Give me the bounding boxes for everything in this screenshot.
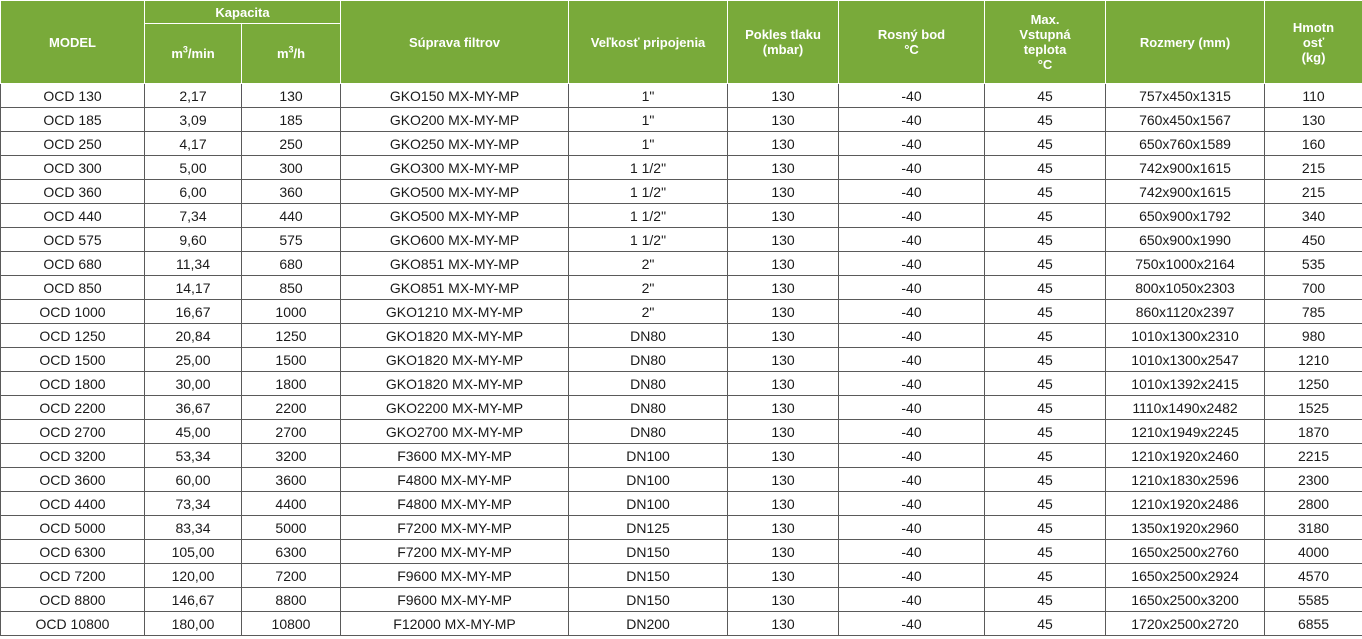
- cell-connection-size: DN200: [569, 612, 728, 636]
- cell-dimensions: 1720x2500x2720: [1106, 612, 1265, 636]
- cell-inlet-temperature: 45: [985, 396, 1106, 420]
- cell-dimensions: 1210x1949x2245: [1106, 420, 1265, 444]
- cell-capacity-h: 10800: [242, 612, 341, 636]
- cell-capacity-h: 360: [242, 180, 341, 204]
- cell-model: OCD 850: [1, 276, 145, 300]
- cell-pressure-drop: 130: [728, 372, 839, 396]
- cell-capacity-min: 7,34: [145, 204, 242, 228]
- cell-dew-point: -40: [839, 300, 985, 324]
- cell-connection-size: 1 1/2": [569, 180, 728, 204]
- cell-dew-point: -40: [839, 228, 985, 252]
- cell-capacity-min: 180,00: [145, 612, 242, 636]
- cell-pressure-drop: 130: [728, 348, 839, 372]
- cell-weight: 110: [1265, 84, 1362, 108]
- cell-dew-point: -40: [839, 372, 985, 396]
- cell-dimensions: 1010x1392x2415: [1106, 372, 1265, 396]
- cell-capacity-min: 2,17: [145, 84, 242, 108]
- cell-connection-size: DN100: [569, 492, 728, 516]
- cell-dimensions: 742x900x1615: [1106, 180, 1265, 204]
- cell-dimensions: 650x760x1589: [1106, 132, 1265, 156]
- cell-pressure-drop: 130: [728, 180, 839, 204]
- cell-capacity-min: 4,17: [145, 132, 242, 156]
- cell-capacity-h: 2700: [242, 420, 341, 444]
- header-model: MODEL: [1, 1, 145, 84]
- cell-model: OCD 1000: [1, 300, 145, 324]
- cell-weight: 785: [1265, 300, 1362, 324]
- cell-capacity-min: 60,00: [145, 468, 242, 492]
- cell-inlet-temperature: 45: [985, 324, 1106, 348]
- cell-pressure-drop: 130: [728, 276, 839, 300]
- cell-dew-point: -40: [839, 540, 985, 564]
- cell-model: OCD 1800: [1, 372, 145, 396]
- table-row: [1, 612, 1362, 636]
- cell-filter-set: GKO1820 MX-MY-MP: [341, 372, 569, 396]
- cell-capacity-min: 3,09: [145, 108, 242, 132]
- cell-weight: 340: [1265, 204, 1362, 228]
- cell-model: OCD 440: [1, 204, 145, 228]
- cell-capacity-h: 1500: [242, 348, 341, 372]
- table-row: [1, 492, 1362, 516]
- cell-filter-set: GKO500 MX-MY-MP: [341, 204, 569, 228]
- cell-model: OCD 10800: [1, 612, 145, 636]
- cell-filter-set: GKO2700 MX-MY-MP: [341, 420, 569, 444]
- cell-model: OCD 250: [1, 132, 145, 156]
- table-row: [1, 468, 1362, 492]
- table-row: [1, 372, 1362, 396]
- cell-connection-size: 1": [569, 132, 728, 156]
- cell-capacity-min: 25,00: [145, 348, 242, 372]
- cell-capacity-min: 105,00: [145, 540, 242, 564]
- cell-filter-set: F4800 MX-MY-MP: [341, 492, 569, 516]
- cell-capacity-min: 20,84: [145, 324, 242, 348]
- unit-exponent: 3: [288, 44, 294, 55]
- cell-capacity-h: 680: [242, 252, 341, 276]
- cell-pressure-drop: 130: [728, 252, 839, 276]
- cell-dimensions: 742x900x1615: [1106, 156, 1265, 180]
- cell-filter-set: F9600 MX-MY-MP: [341, 588, 569, 612]
- cell-pressure-drop: 130: [728, 396, 839, 420]
- cell-filter-set: GKO150 MX-MY-MP: [341, 84, 569, 108]
- cell-pressure-drop: 130: [728, 108, 839, 132]
- cell-dimensions: 800x1050x2303: [1106, 276, 1265, 300]
- cell-inlet-temperature: 45: [985, 204, 1106, 228]
- cell-capacity-h: 250: [242, 132, 341, 156]
- table-row: [1, 396, 1362, 420]
- cell-weight: 450: [1265, 228, 1362, 252]
- cell-inlet-temperature: 45: [985, 108, 1106, 132]
- table-row: [1, 276, 1362, 300]
- cell-capacity-h: 3600: [242, 468, 341, 492]
- cell-inlet-temperature: 45: [985, 492, 1106, 516]
- table-row: [1, 252, 1362, 276]
- cell-dimensions: 1110x1490x2482: [1106, 396, 1265, 420]
- cell-model: OCD 4400: [1, 492, 145, 516]
- cell-capacity-min: 73,34: [145, 492, 242, 516]
- cell-connection-size: DN80: [569, 396, 728, 420]
- cell-capacity-h: 575: [242, 228, 341, 252]
- cell-model: OCD 8800: [1, 588, 145, 612]
- cell-capacity-h: 185: [242, 108, 341, 132]
- cell-capacity-h: 5000: [242, 516, 341, 540]
- cell-model: OCD 575: [1, 228, 145, 252]
- cell-capacity-min: 53,34: [145, 444, 242, 468]
- cell-capacity-h: 6300: [242, 540, 341, 564]
- cell-dew-point: -40: [839, 492, 985, 516]
- cell-dimensions: 1210x1830x2596: [1106, 468, 1265, 492]
- cell-filter-set: F7200 MX-MY-MP: [341, 540, 569, 564]
- cell-capacity-min: 83,34: [145, 516, 242, 540]
- cell-dew-point: -40: [839, 324, 985, 348]
- cell-model: OCD 5000: [1, 516, 145, 540]
- header-weight: Hmotn osť (kg): [1265, 1, 1362, 84]
- cell-capacity-h: 2200: [242, 396, 341, 420]
- cell-dimensions: 650x900x1792: [1106, 204, 1265, 228]
- table-row: [1, 564, 1362, 588]
- cell-inlet-temperature: 45: [985, 588, 1106, 612]
- cell-inlet-temperature: 45: [985, 84, 1106, 108]
- cell-dimensions: 1650x2500x2760: [1106, 540, 1265, 564]
- cell-capacity-h: 8800: [242, 588, 341, 612]
- cell-inlet-temperature: 45: [985, 444, 1106, 468]
- cell-capacity-h: 440: [242, 204, 341, 228]
- cell-pressure-drop: 130: [728, 156, 839, 180]
- unit-base: m: [276, 46, 289, 61]
- cell-filter-set: GKO851 MX-MY-MP: [341, 276, 569, 300]
- cell-dew-point: -40: [839, 396, 985, 420]
- cell-capacity-min: 146,67: [145, 588, 242, 612]
- cell-filter-set: GKO600 MX-MY-MP: [341, 228, 569, 252]
- cell-model: OCD 300: [1, 156, 145, 180]
- cell-dew-point: -40: [839, 612, 985, 636]
- cell-connection-size: 1 1/2": [569, 156, 728, 180]
- cell-dimensions: 750x1000x2164: [1106, 252, 1265, 276]
- cell-dew-point: -40: [839, 204, 985, 228]
- cell-connection-size: 2": [569, 276, 728, 300]
- cell-inlet-temperature: 45: [985, 228, 1106, 252]
- cell-dew-point: -40: [839, 180, 985, 204]
- cell-filter-set: F9600 MX-MY-MP: [341, 564, 569, 588]
- table-row: [1, 300, 1362, 324]
- table-row: [1, 84, 1362, 108]
- cell-pressure-drop: 130: [728, 84, 839, 108]
- cell-connection-size: 1 1/2": [569, 228, 728, 252]
- header-max-inlet-temperature: Max. Vstupná teplota °C: [985, 1, 1106, 84]
- cell-capacity-min: 30,00: [145, 372, 242, 396]
- cell-connection-size: DN80: [569, 420, 728, 444]
- cell-pressure-drop: 130: [728, 300, 839, 324]
- table-row: [1, 540, 1362, 564]
- cell-connection-size: DN150: [569, 540, 728, 564]
- header-pressure-drop: Pokles tlaku (mbar): [728, 1, 839, 84]
- cell-dew-point: -40: [839, 84, 985, 108]
- cell-dimensions: 1010x1300x2310: [1106, 324, 1265, 348]
- cell-pressure-drop: 130: [728, 204, 839, 228]
- table-row: [1, 324, 1362, 348]
- cell-pressure-drop: 130: [728, 468, 839, 492]
- cell-pressure-drop: 130: [728, 492, 839, 516]
- cell-capacity-min: 36,67: [145, 396, 242, 420]
- cell-capacity-min: 120,00: [145, 564, 242, 588]
- table-row: [1, 108, 1362, 132]
- unit-exponent: 3: [182, 44, 188, 55]
- cell-weight: 1210: [1265, 348, 1362, 372]
- cell-dew-point: -40: [839, 276, 985, 300]
- table-row: [1, 204, 1362, 228]
- table-row: [1, 348, 1362, 372]
- cell-dimensions: 1210x1920x2486: [1106, 492, 1265, 516]
- cell-dew-point: -40: [839, 156, 985, 180]
- cell-capacity-h: 4400: [242, 492, 341, 516]
- cell-filter-set: GKO1820 MX-MY-MP: [341, 348, 569, 372]
- cell-filter-set: F4800 MX-MY-MP: [341, 468, 569, 492]
- cell-pressure-drop: 130: [728, 612, 839, 636]
- cell-inlet-temperature: 45: [985, 564, 1106, 588]
- cell-capacity-min: 16,67: [145, 300, 242, 324]
- cell-weight: 215: [1265, 156, 1362, 180]
- cell-capacity-min: 45,00: [145, 420, 242, 444]
- table-row: [1, 180, 1362, 204]
- cell-model: OCD 3600: [1, 468, 145, 492]
- table-body: [1, 84, 1362, 636]
- cell-dew-point: -40: [839, 252, 985, 276]
- cell-inlet-temperature: 45: [985, 420, 1106, 444]
- cell-weight: 2300: [1265, 468, 1362, 492]
- cell-model: OCD 680: [1, 252, 145, 276]
- cell-weight: 4570: [1265, 564, 1362, 588]
- cell-filter-set: F12000 MX-MY-MP: [341, 612, 569, 636]
- cell-model: OCD 130: [1, 84, 145, 108]
- cell-connection-size: 1": [569, 84, 728, 108]
- cell-capacity-h: 1000: [242, 300, 341, 324]
- cell-capacity-min: 11,34: [145, 252, 242, 276]
- cell-capacity-min: 14,17: [145, 276, 242, 300]
- cell-connection-size: DN100: [569, 444, 728, 468]
- cell-connection-size: 1": [569, 108, 728, 132]
- cell-dew-point: -40: [839, 468, 985, 492]
- cell-weight: 6855: [1265, 612, 1362, 636]
- cell-model: OCD 7200: [1, 564, 145, 588]
- cell-weight: 130: [1265, 108, 1362, 132]
- cell-dew-point: -40: [839, 348, 985, 372]
- cell-capacity-min: 9,60: [145, 228, 242, 252]
- cell-weight: 1525: [1265, 396, 1362, 420]
- cell-connection-size: DN80: [569, 372, 728, 396]
- cell-dew-point: -40: [839, 108, 985, 132]
- cell-pressure-drop: 130: [728, 588, 839, 612]
- cell-pressure-drop: 130: [728, 228, 839, 252]
- cell-capacity-min: 5,00: [145, 156, 242, 180]
- cell-pressure-drop: 130: [728, 516, 839, 540]
- cell-inlet-temperature: 45: [985, 372, 1106, 396]
- header-capacity-per-hour: [242, 24, 341, 84]
- cell-capacity-h: 1250: [242, 324, 341, 348]
- cell-weight: 1870: [1265, 420, 1362, 444]
- cell-connection-size: 2": [569, 252, 728, 276]
- cell-dew-point: -40: [839, 588, 985, 612]
- cell-capacity-h: 300: [242, 156, 341, 180]
- unit-suffix: /min: [187, 46, 215, 61]
- cell-capacity-h: 7200: [242, 564, 341, 588]
- table-row: [1, 420, 1362, 444]
- cell-dimensions: 1650x2500x3200: [1106, 588, 1265, 612]
- cell-filter-set: F3600 MX-MY-MP: [341, 444, 569, 468]
- cell-inlet-temperature: 45: [985, 300, 1106, 324]
- cell-filter-set: GKO1820 MX-MY-MP: [341, 324, 569, 348]
- cell-filter-set: GKO851 MX-MY-MP: [341, 252, 569, 276]
- table-row: [1, 444, 1362, 468]
- cell-weight: 215: [1265, 180, 1362, 204]
- cell-filter-set: GKO250 MX-MY-MP: [341, 132, 569, 156]
- cell-pressure-drop: 130: [728, 420, 839, 444]
- cell-model: OCD 360: [1, 180, 145, 204]
- table-header: [1, 1, 1362, 84]
- cell-dew-point: -40: [839, 564, 985, 588]
- cell-dimensions: 1010x1300x2547: [1106, 348, 1265, 372]
- header-capacity-per-minute: [145, 24, 242, 84]
- header-dew-point: Rosný bod °C: [839, 1, 985, 84]
- cell-weight: 5585: [1265, 588, 1362, 612]
- cell-model: OCD 3200: [1, 444, 145, 468]
- header-connection-size: Veľkosť pripojenia: [569, 1, 728, 84]
- table-row: [1, 588, 1362, 612]
- cell-pressure-drop: 130: [728, 324, 839, 348]
- cell-dew-point: -40: [839, 420, 985, 444]
- cell-inlet-temperature: 45: [985, 180, 1106, 204]
- cell-pressure-drop: 130: [728, 540, 839, 564]
- cell-weight: 1250: [1265, 372, 1362, 396]
- cell-dimensions: 860x1120x2397: [1106, 300, 1265, 324]
- cell-weight: 700: [1265, 276, 1362, 300]
- table-row: [1, 156, 1362, 180]
- cell-inlet-temperature: 45: [985, 516, 1106, 540]
- cell-inlet-temperature: 45: [985, 132, 1106, 156]
- cell-inlet-temperature: 45: [985, 348, 1106, 372]
- cell-connection-size: DN100: [569, 468, 728, 492]
- cell-model: OCD 2200: [1, 396, 145, 420]
- cell-capacity-h: 1800: [242, 372, 341, 396]
- cell-weight: 3180: [1265, 516, 1362, 540]
- cell-dew-point: -40: [839, 132, 985, 156]
- header-kapacita: Kapacita: [145, 1, 341, 24]
- table-row: [1, 516, 1362, 540]
- cell-inlet-temperature: 45: [985, 468, 1106, 492]
- cell-weight: 535: [1265, 252, 1362, 276]
- cell-pressure-drop: 130: [728, 132, 839, 156]
- cell-capacity-min: 6,00: [145, 180, 242, 204]
- cell-model: OCD 6300: [1, 540, 145, 564]
- cell-inlet-temperature: 45: [985, 252, 1106, 276]
- cell-inlet-temperature: 45: [985, 612, 1106, 636]
- cell-dew-point: -40: [839, 516, 985, 540]
- cell-model: OCD 1250: [1, 324, 145, 348]
- unit-suffix: /h: [293, 46, 306, 61]
- cell-dimensions: 1210x1920x2460: [1106, 444, 1265, 468]
- header-filter-set: Súprava filtrov: [341, 1, 569, 84]
- cell-connection-size: DN150: [569, 564, 728, 588]
- cell-model: OCD 2700: [1, 420, 145, 444]
- cell-filter-set: GKO1210 MX-MY-MP: [341, 300, 569, 324]
- cell-capacity-h: 130: [242, 84, 341, 108]
- cell-weight: 4000: [1265, 540, 1362, 564]
- cell-model: OCD 185: [1, 108, 145, 132]
- cell-filter-set: GKO500 MX-MY-MP: [341, 180, 569, 204]
- cell-weight: 2215: [1265, 444, 1362, 468]
- cell-inlet-temperature: 45: [985, 540, 1106, 564]
- cell-connection-size: 2": [569, 300, 728, 324]
- cell-model: OCD 1500: [1, 348, 145, 372]
- cell-dimensions: 1650x2500x2924: [1106, 564, 1265, 588]
- cell-connection-size: DN125: [569, 516, 728, 540]
- cell-weight: 980: [1265, 324, 1362, 348]
- cell-dimensions: 757x450x1315: [1106, 84, 1265, 108]
- cell-weight: 2800: [1265, 492, 1362, 516]
- cell-pressure-drop: 130: [728, 444, 839, 468]
- cell-connection-size: DN80: [569, 324, 728, 348]
- cell-inlet-temperature: 45: [985, 276, 1106, 300]
- cell-filter-set: F7200 MX-MY-MP: [341, 516, 569, 540]
- cell-dimensions: 1350x1920x2960: [1106, 516, 1265, 540]
- header-dimensions: Rozmery (mm): [1106, 1, 1265, 84]
- cell-pressure-drop: 130: [728, 564, 839, 588]
- cell-filter-set: GKO200 MX-MY-MP: [341, 108, 569, 132]
- cell-inlet-temperature: 45: [985, 156, 1106, 180]
- unit-base: m: [171, 46, 183, 61]
- table-row: [1, 228, 1362, 252]
- cell-capacity-h: 3200: [242, 444, 341, 468]
- cell-dew-point: -40: [839, 444, 985, 468]
- cell-dimensions: 650x900x1990: [1106, 228, 1265, 252]
- cell-connection-size: DN80: [569, 348, 728, 372]
- cell-dimensions: 760x450x1567: [1106, 108, 1265, 132]
- cell-filter-set: GKO2200 MX-MY-MP: [341, 396, 569, 420]
- cell-weight: 160: [1265, 132, 1362, 156]
- cell-connection-size: 1 1/2": [569, 204, 728, 228]
- table-row: [1, 132, 1362, 156]
- cell-capacity-h: 850: [242, 276, 341, 300]
- cell-connection-size: DN150: [569, 588, 728, 612]
- cell-filter-set: GKO300 MX-MY-MP: [341, 156, 569, 180]
